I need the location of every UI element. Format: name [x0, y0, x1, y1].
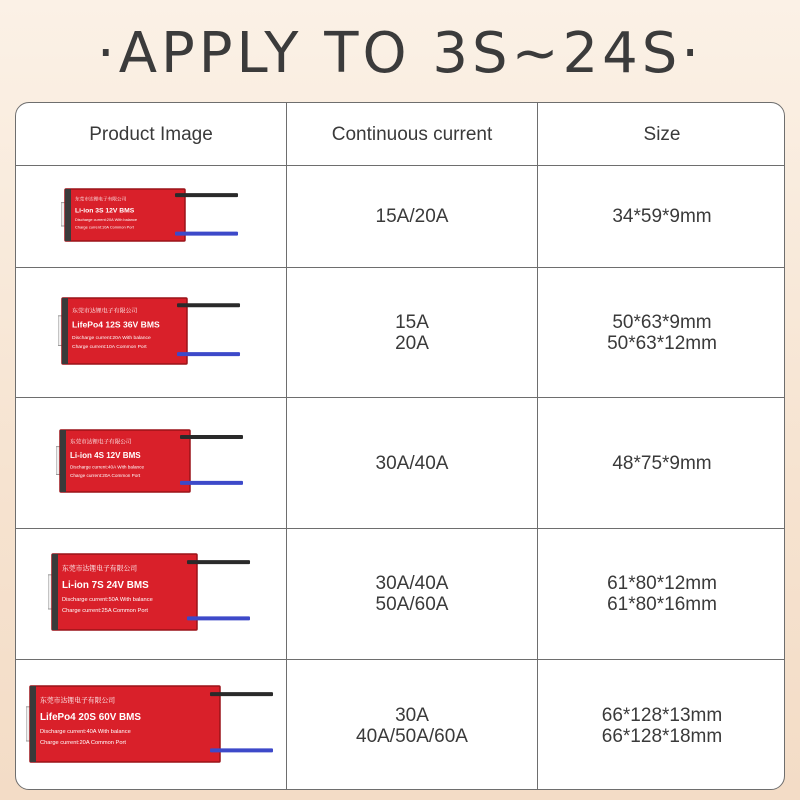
- blue-wire: [175, 231, 238, 235]
- product-image-cell: [16, 398, 286, 528]
- bms-board-svg: [61, 187, 242, 247]
- size-cell: [537, 398, 785, 528]
- product-image-cell: [16, 166, 286, 267]
- blue-wire: [187, 616, 250, 620]
- blue-wire: [177, 352, 240, 356]
- table-row: [16, 267, 785, 397]
- size-value: 50*63*9mm: [612, 311, 712, 333]
- board-company-text: 东莞市达锂电子有限公司: [62, 564, 138, 573]
- board-model-text: Li-ion 3S 12V BMS: [74, 206, 134, 214]
- table-row: [16, 397, 785, 528]
- board-edge-strip: [30, 686, 36, 762]
- size-value: 50*63*12mm: [607, 332, 717, 354]
- product-image-cell: [16, 660, 286, 790]
- size-cell: [537, 660, 785, 790]
- board-model-text: Li-ion 4S 12V BMS: [69, 450, 141, 460]
- page-title: ·APPLY TO 3S~24S·: [96, 21, 704, 86]
- size-cell: [537, 268, 785, 397]
- board-company-text: 东莞市达锂电子有限公司: [72, 307, 138, 315]
- current-value: 15A: [395, 311, 429, 333]
- bms-board-svg: [58, 296, 244, 370]
- header-size: Size: [537, 103, 785, 165]
- bms-board-image: [48, 552, 254, 636]
- blue-wire: [210, 748, 273, 752]
- size-cell: [537, 166, 785, 267]
- bms-board-image: [61, 187, 242, 247]
- current-cell: [286, 166, 537, 267]
- table-row: [16, 528, 785, 659]
- size-value: 66*128*18mm: [601, 725, 723, 747]
- table-row: [16, 659, 785, 790]
- header-product-image: Product Image: [89, 123, 213, 145]
- bms-board-image: [58, 296, 244, 370]
- size-value: 61*80*12mm: [607, 573, 717, 594]
- board-model-text: LifePo4 20S 60V BMS: [39, 711, 141, 723]
- bms-board-image: [26, 684, 277, 768]
- table-header-row: [16, 103, 785, 165]
- board-spec-text: Charge current:20A Common Port: [69, 473, 140, 479]
- current-cell: [286, 660, 537, 790]
- blue-wire: [180, 481, 243, 485]
- board-spec-text: Discharge current:40A With balance: [69, 464, 144, 470]
- board-edge-strip: [52, 554, 58, 630]
- board-spec-text: Discharge current:40A With balance: [39, 728, 131, 735]
- board-company-text: 东莞市达锂电子有限公司: [39, 696, 115, 705]
- board-spec-text: Discharge current:50A With balance: [62, 597, 153, 604]
- black-wire: [177, 303, 240, 307]
- current-value: 30A: [395, 704, 429, 726]
- board-edge-strip: [60, 430, 66, 492]
- bms-board-image: [56, 428, 247, 498]
- board-spec-text: Discharge current:20A With balance: [72, 335, 151, 341]
- current-value: 40A/50A/60A: [356, 725, 468, 747]
- board-edge-strip: [62, 298, 68, 364]
- current-cell: [286, 268, 537, 397]
- product-image-cell: [16, 268, 286, 397]
- spec-table: [15, 102, 785, 790]
- bms-board-svg: [56, 428, 247, 498]
- board-spec-text: Charge current:10A Common Port: [72, 344, 147, 350]
- header-continuous-current: Continuous current: [286, 103, 537, 165]
- board-company-text: 东莞市达锂电子有限公司: [69, 439, 131, 446]
- black-wire: [175, 193, 238, 197]
- current-cell: [286, 529, 537, 659]
- current-value: 20A: [395, 332, 429, 354]
- board-spec-text: Charge current:10A Common Port: [74, 224, 134, 230]
- board-spec-text: Discharge current:20A With balance: [74, 216, 137, 222]
- size-value: 34*59*9mm: [612, 206, 712, 227]
- bms-board-svg: [26, 684, 277, 768]
- size-cell: [537, 529, 785, 659]
- board-spec-text: Charge current:20A Common Port: [39, 739, 126, 746]
- current-value: 50A/60A: [375, 594, 449, 615]
- table-row: [16, 165, 785, 267]
- black-wire: [180, 435, 243, 439]
- current-cell: [286, 398, 537, 528]
- size-value: 48*75*9mm: [612, 452, 712, 474]
- product-image-cell: [16, 529, 286, 659]
- board-model-text: LifePo4 12S 36V BMS: [72, 319, 160, 330]
- black-wire: [187, 560, 250, 564]
- board-edge-strip: [65, 189, 71, 241]
- current-value: 15A/20A: [375, 206, 449, 227]
- board-model-text: Li-ion 7S 24V BMS: [62, 580, 149, 592]
- bms-board-svg: [48, 552, 254, 636]
- current-value: 30A/40A: [375, 452, 449, 474]
- size-value: 61*80*16mm: [607, 594, 717, 615]
- black-wire: [210, 692, 273, 696]
- current-value: 30A/40A: [375, 573, 449, 594]
- board-company-text: 东莞市达锂电子有限公司: [74, 196, 126, 202]
- board-spec-text: Charge current:25A Common Port: [62, 607, 148, 614]
- size-value: 66*128*13mm: [601, 704, 723, 726]
